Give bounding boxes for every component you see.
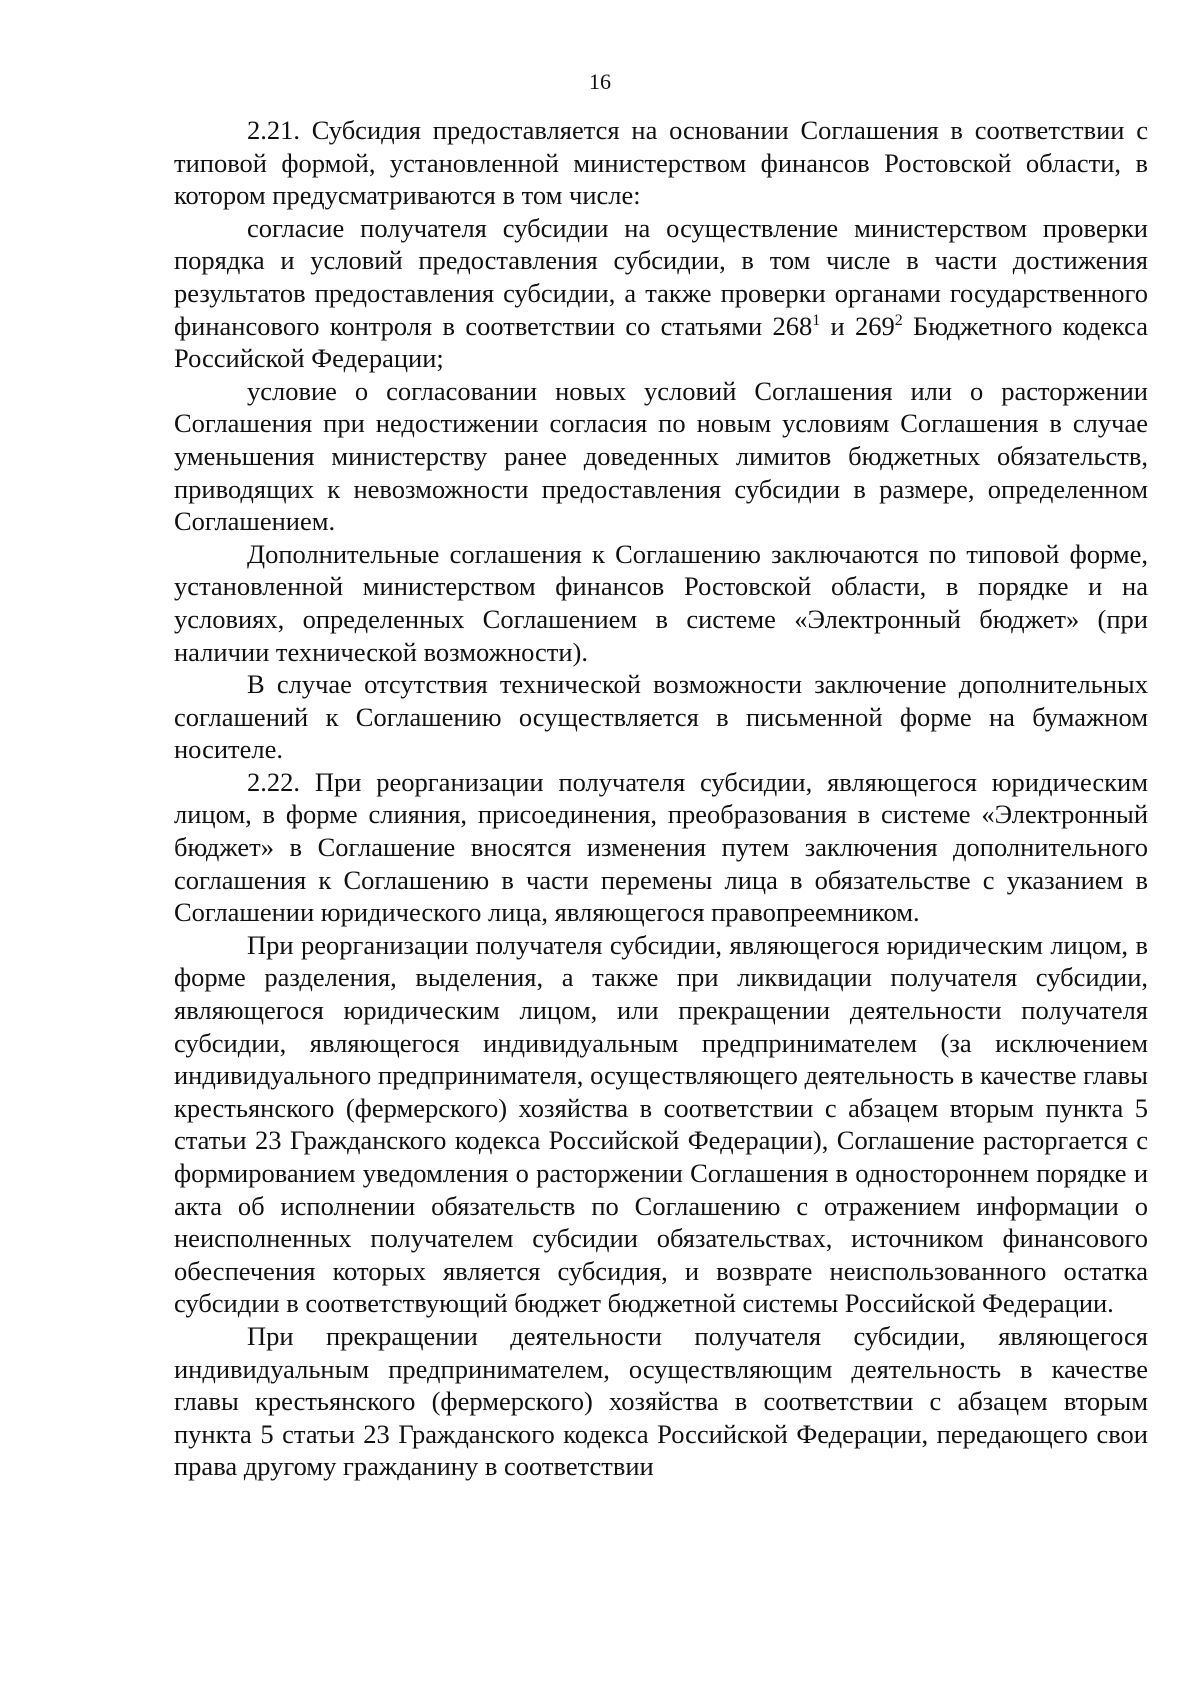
paragraph-consent-verification	[174, 212, 1148, 375]
paragraph-additional-agreements: Дополнительные соглашения к Соглашению заключаются по типовой форме, установленной министерством финансов Ростовской области, в порядке и на условиях, определенных Соглашением в системе «Электронный бюджет» (при наличии технической возможности).	[174, 538, 1148, 667]
paragraph-reorganization-division: При реорганизации получателя субсидии, являющегося юридическим лицом, в форме разделения, выделения, а также при ликвидации получателя субсидии, являющегося юридическим лицом, или прекращении деятельности получателя субсидии, являющегося индивидуальным предпринимателем (за исключением индивидуального предпринимателя, осуществляющего деятельность в качестве главы крестьянского (фермерского) хозяйства в соответствии с абзацем вторым пункта 5 статьи 23 Гражданского кодекса Российской Федерации), Соглашение расторгается с формированием уведомления о расторжении Соглашения в одностороннем порядке и акта об исполнении обязательств по Соглашению с отражением информации о неисполненных получателем субсидии обязательствах, источником финансового обеспечения которых является субсидия, и возврате неиспользованного остатка субсидии в соответствующий бюджет бюджетной системы Российской Федерации.	[174, 929, 1148, 1319]
paragraph-text: согласие получателя субсидии на осуществление министерством проверки порядка и условий предоставления субсидии, в том числе в части достижения результатов предоставления субсидии, а также проверки органами государственного финансового контроля в соответствии со статьями 268	[174, 212, 1148, 341]
paragraph-2-21: 2.21. Субсидия предоставляется на основании Соглашения в соответствии с типовой формой, установленной министерством финансов Ростовской области, в котором предусматриваются в том числе:	[174, 115, 1148, 211]
paragraph-text: Бюджетного кодекса Российской Федерации;	[174, 310, 1148, 374]
paragraph-2-22: 2.22. При реорганизации получателя субсидии, являющегося юридическим лицом, в форме слияния, присоединения, преобразования в системе «Электронный бюджет» в Соглашение вносятся изменения путем заключения дополнительного соглашения к Соглашению в части перемены лица в обязательстве с указанием в Соглашении юридического лица, являющегося правопреемником.	[174, 766, 1148, 928]
paragraph-paper-form: В случае отсутствия технической возможности заключение дополнительных соглашений к Соглашению осуществляется в письменной форме на бумажном носителе.	[174, 669, 1148, 765]
page-number: 16	[589, 69, 611, 94]
paragraph-termination-farm: При прекращении деятельности получателя субсидии, являющегося индивидуальным предпринимателем, осуществляющим деятельность в качестве главы крестьянского (фермерского) хозяйства в соответствии с абзацем вторым пункта 5 статьи 23 Гражданского кодекса Российской Федерации, передающего свои права другому гражданину в соответствии	[174, 1320, 1148, 1482]
superscript-2: 2	[894, 311, 903, 329]
superscript-1: 1	[812, 311, 821, 329]
document-body	[174, 114, 1148, 1483]
paragraph-text: и 269	[820, 310, 895, 341]
paragraph-new-conditions: условие о согласовании новых условий Соглашения или о расторжении Соглашения при недостижении согласия по новым условиям Соглашения в случае уменьшения министерству ранее доведенных лимитов бюджетных обязательств, приводящих к невозможности предоставления субсидии в размере, определенном Соглашением.	[174, 375, 1148, 537]
